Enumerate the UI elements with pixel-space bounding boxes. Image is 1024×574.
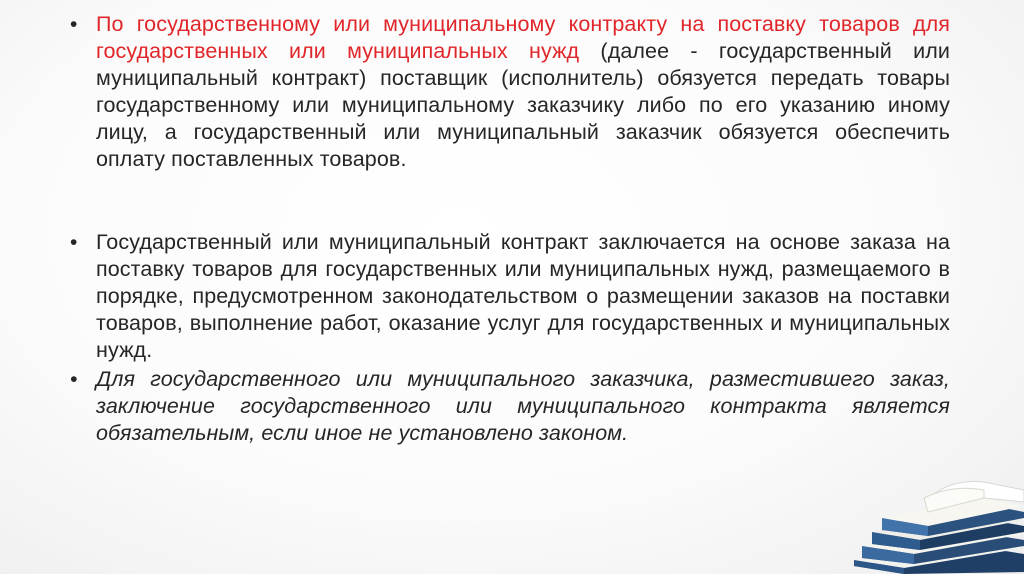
bullet-item-contract-basis	[70, 229, 950, 364]
bullet-marker: •	[70, 231, 78, 254]
bullet-marker: •	[70, 368, 78, 391]
bullet-text: Государственный или муниципальный контракт заключается на основе заказа на поставку товаров для государственных или муниципальных нужд, размещаемого в порядке, предусмотренном законодательством о размещении заказов на поставки товаров, выполнение работ, оказание услуг для государственных и муниципальных нужд.	[96, 230, 950, 362]
stack-of-books-icon	[824, 454, 1024, 574]
bullet-list	[70, 8, 950, 447]
bullet-text: (далее - государственный или муниципальный контракт) поставщик (исполнитель) обязуется передать товары государственному или муниципальному заказчику либо по его указанию иному лицу, а государственный или муниципальный заказчик обязуется обеспечить оплату поставленных товаров.	[96, 39, 950, 171]
bullet-text: Для государственного или муниципального заказчика, разместившего заказ, заключение государственного или муниципального контракта является обязательным, если иное не установлено законом.	[96, 367, 950, 445]
bullet-item-obligation	[70, 366, 950, 447]
highlighted-text: По государственному или муниципальному контракту на поставку товаров для государственных или муниципальных нужд	[96, 12, 950, 63]
bullet-item-contract-definition	[70, 11, 950, 173]
bullet-marker: •	[70, 13, 78, 36]
